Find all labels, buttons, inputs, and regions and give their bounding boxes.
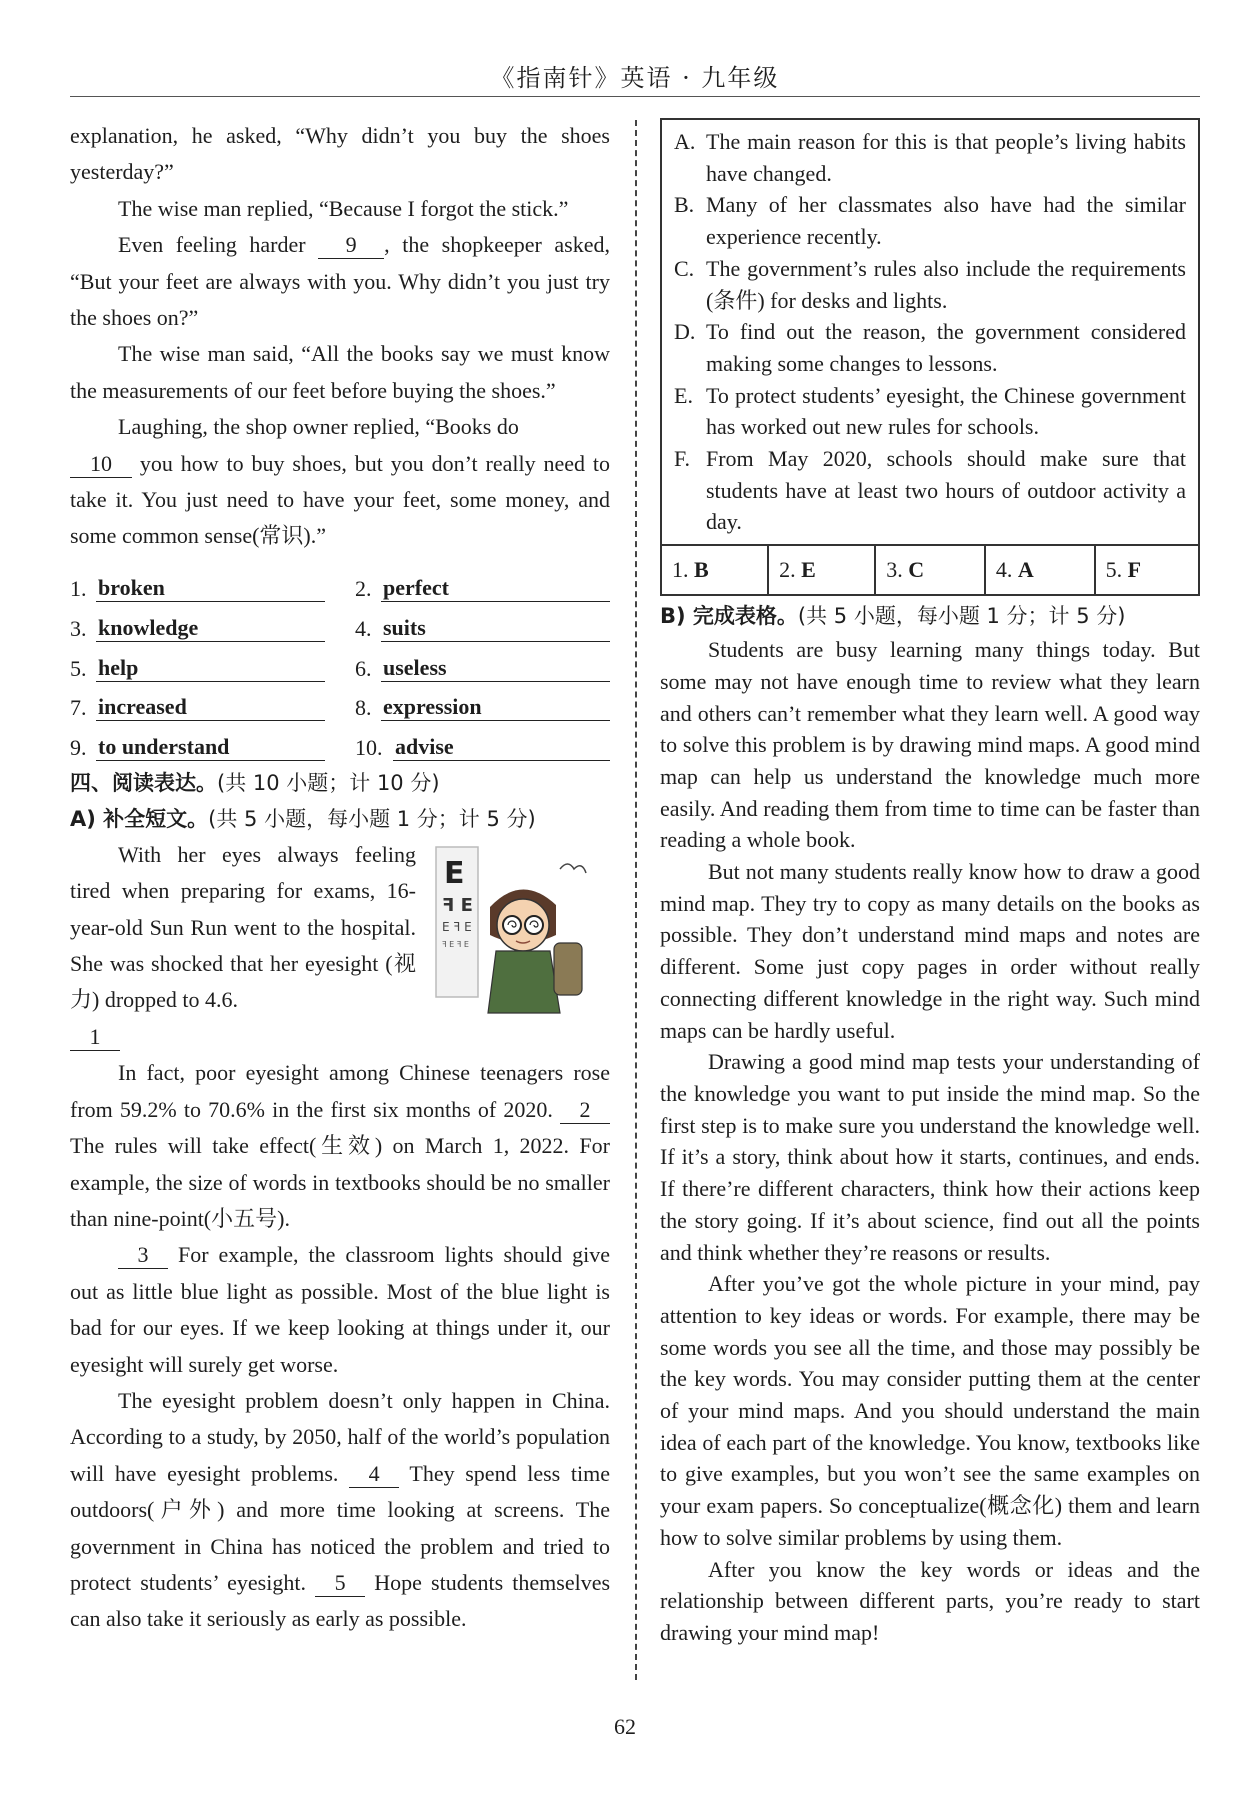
paragraph: In fact, poor eyesight among Chinese teenagers rose from 59.2% to 70.6% in the first six months of 2020. 2 The rules will take effect(生效) on March 1, 2022. For example, the size of words in textbooks should be no smaller than nine-point(小五号). [70, 1060, 610, 1231]
answer-item: 3. knowledge [70, 602, 325, 642]
blank-2: 2 [560, 1097, 610, 1124]
answer-item: 10. advise [355, 721, 610, 761]
paragraph: explanation, he asked, “Why didn’t you buy the shoes yesterday?” [70, 123, 610, 185]
right-column [660, 118, 1200, 1649]
answer-item: 9. to understand [70, 721, 325, 761]
section-heading: B) 完成表格。(共 5 小题，每小题 1 分；计 5 分) [660, 604, 1126, 629]
section-heading: A) 补全短文。(共 5 小题，每小题 1 分；计 5 分) [70, 806, 536, 831]
blank-4: 4 [349, 1461, 399, 1488]
paragraph: Laughing, the shop owner replied, “Books do 10 you how to buy shoes, but you don’t really need to take it. You just need to have your feet, some money, and some common sense(常识).” [70, 414, 611, 549]
answer-item: 4. suits [355, 602, 610, 642]
header-rule [70, 96, 1200, 97]
svg-text:E ꟻ E: E ꟻ E [442, 919, 472, 934]
paragraph: With her eyes always feeling tired when preparing for exams, 16-year-old Sun Run went to the hospital. She was shocked that her eyesight (视力) dropped to 4.6. 1 [70, 841, 416, 1049]
paragraph: Even feeling harder 9 , the shopkeeper asked, “But your feet are always with you. Why didn’t you just try the shoes on?” [70, 232, 610, 331]
options-box [660, 118, 1200, 546]
answer-item: 8. expression [355, 682, 610, 722]
blank-5: 5 [315, 1570, 365, 1597]
blank-1: 1 [70, 1024, 120, 1051]
eye-chart-letter: E [444, 855, 465, 891]
answer-item: 2. perfect [355, 563, 610, 603]
option-f: F. From May 2020, schools should make sure that students have at least two hours of outdoor activity a day. [674, 446, 1186, 535]
paragraph: The eyesight problem doesn’t only happen in China. According to a study, by 2050, half of the world’s population will have eyesight problems. 4 They spend less time outdoors(户外) and more time looking at screens. The government in China has noticed the problem and tried to protect students’ eyesight. 5 Hope students themselves can also take it seriously as early as possible. [70, 1387, 611, 1632]
blank-10: 10 [70, 451, 132, 478]
paragraph: But not many students really know how to draw a good mind map. They try to copy as many details on the books as possible. They don’t understand mind maps and notes are different. Some just copy pages in order without really connecting different knowledge in the right way. Such mind maps can be hardly useful. [660, 859, 1200, 1043]
answer-item: 7. increased [70, 682, 325, 722]
left-column [70, 118, 610, 1638]
paragraph: The wise man said, “All the books say we must know the measurements of our feet before buying the shoes.” [70, 341, 610, 403]
option-b: B. Many of her classmates also have had the similar experience recently. [674, 192, 1186, 250]
answer-key-table [660, 546, 1200, 596]
eye-exam-illustration [430, 843, 610, 1023]
svg-text:ꟻ E ꟻ E: ꟻ E ꟻ E [442, 939, 469, 949]
blank-3: 3 [118, 1242, 168, 1269]
svg-text:ꟻ E: ꟻ E [442, 894, 473, 916]
paragraph: 3 For example, the classroom lights should give out as little blue light as possible. Most of the blue light is bad for our eyes. If we keep looking at things under it, our eyesight will surely get worse. [70, 1242, 610, 1377]
answer-key-cell: 5. F [1095, 546, 1199, 595]
paragraph: Drawing a good mind map tests your understanding of the knowledge you want to put inside the mind map. So the first step is to make sure you understand the knowledge well. If it’s a story, think about how it starts, continues, and ends. If there’re different characters, think how their actions keep the story going. If it’s about science, find out all the points and think whether they’re reasons or results. [660, 1049, 1200, 1265]
option-c: C. The government’s rules also include the requirements (条件) for desks and lights. [674, 255, 1186, 313]
paragraph: After you know the key words or ideas and the relationship between different parts, you’re ready to start drawing your mind map! [660, 1556, 1200, 1645]
answer-item: 1. broken [70, 563, 325, 603]
section-heading: 四、阅读表达。(共 10 小题；计 10 分) [70, 770, 440, 795]
paragraph: The wise man replied, “Because I forgot the stick.” [118, 195, 569, 221]
option-a: A. The main reason for this is that people’s living habits have changed. [674, 129, 1186, 186]
answer-key-cell: 4. A [985, 546, 1095, 595]
option-e: E. To protect students’ eyesight, the Chinese government has worked out new rules for schools. [674, 382, 1186, 440]
answer-list [70, 563, 610, 761]
answer-item: 5. help [70, 642, 325, 682]
answer-item: 6. useless [355, 642, 610, 682]
answer-key-cell: 3. C [875, 546, 985, 595]
option-d: D. To find out the reason, the government considered making some changes to lessons. [674, 319, 1186, 376]
blank-9: 9 [318, 232, 384, 259]
answer-key-cell: 1. B [661, 546, 768, 595]
paragraph: Students are busy learning many things today. But some may not have enough time to review what they learn and others can’t remember what they learn well. A good way to solve this problem is by drawing mind maps. A good mind map can help us understand the knowledge much more easily. And reading them from time to time can be faster than reading a whole book. [660, 637, 1200, 853]
column-divider [635, 120, 637, 1680]
page-number: 62 [614, 1714, 636, 1739]
page-header: 《指南针》英语 · 九年级 [490, 64, 780, 92]
answer-key-cell: 2. E [768, 546, 875, 595]
paragraph: After you’ve got the whole picture in your mind, pay attention to key ideas or words. For example, there may be some words you see all the time, and those may possibly be the key words. You may consider putting them at the center of your mind maps. And you should understand the main idea of each part of the knowledge. You know, textbooks like to give examples, but you won’t see the same examples on your exam papers. So conceptualize(概念化) them and learn how to solve similar problems by using them. [660, 1271, 1200, 1550]
